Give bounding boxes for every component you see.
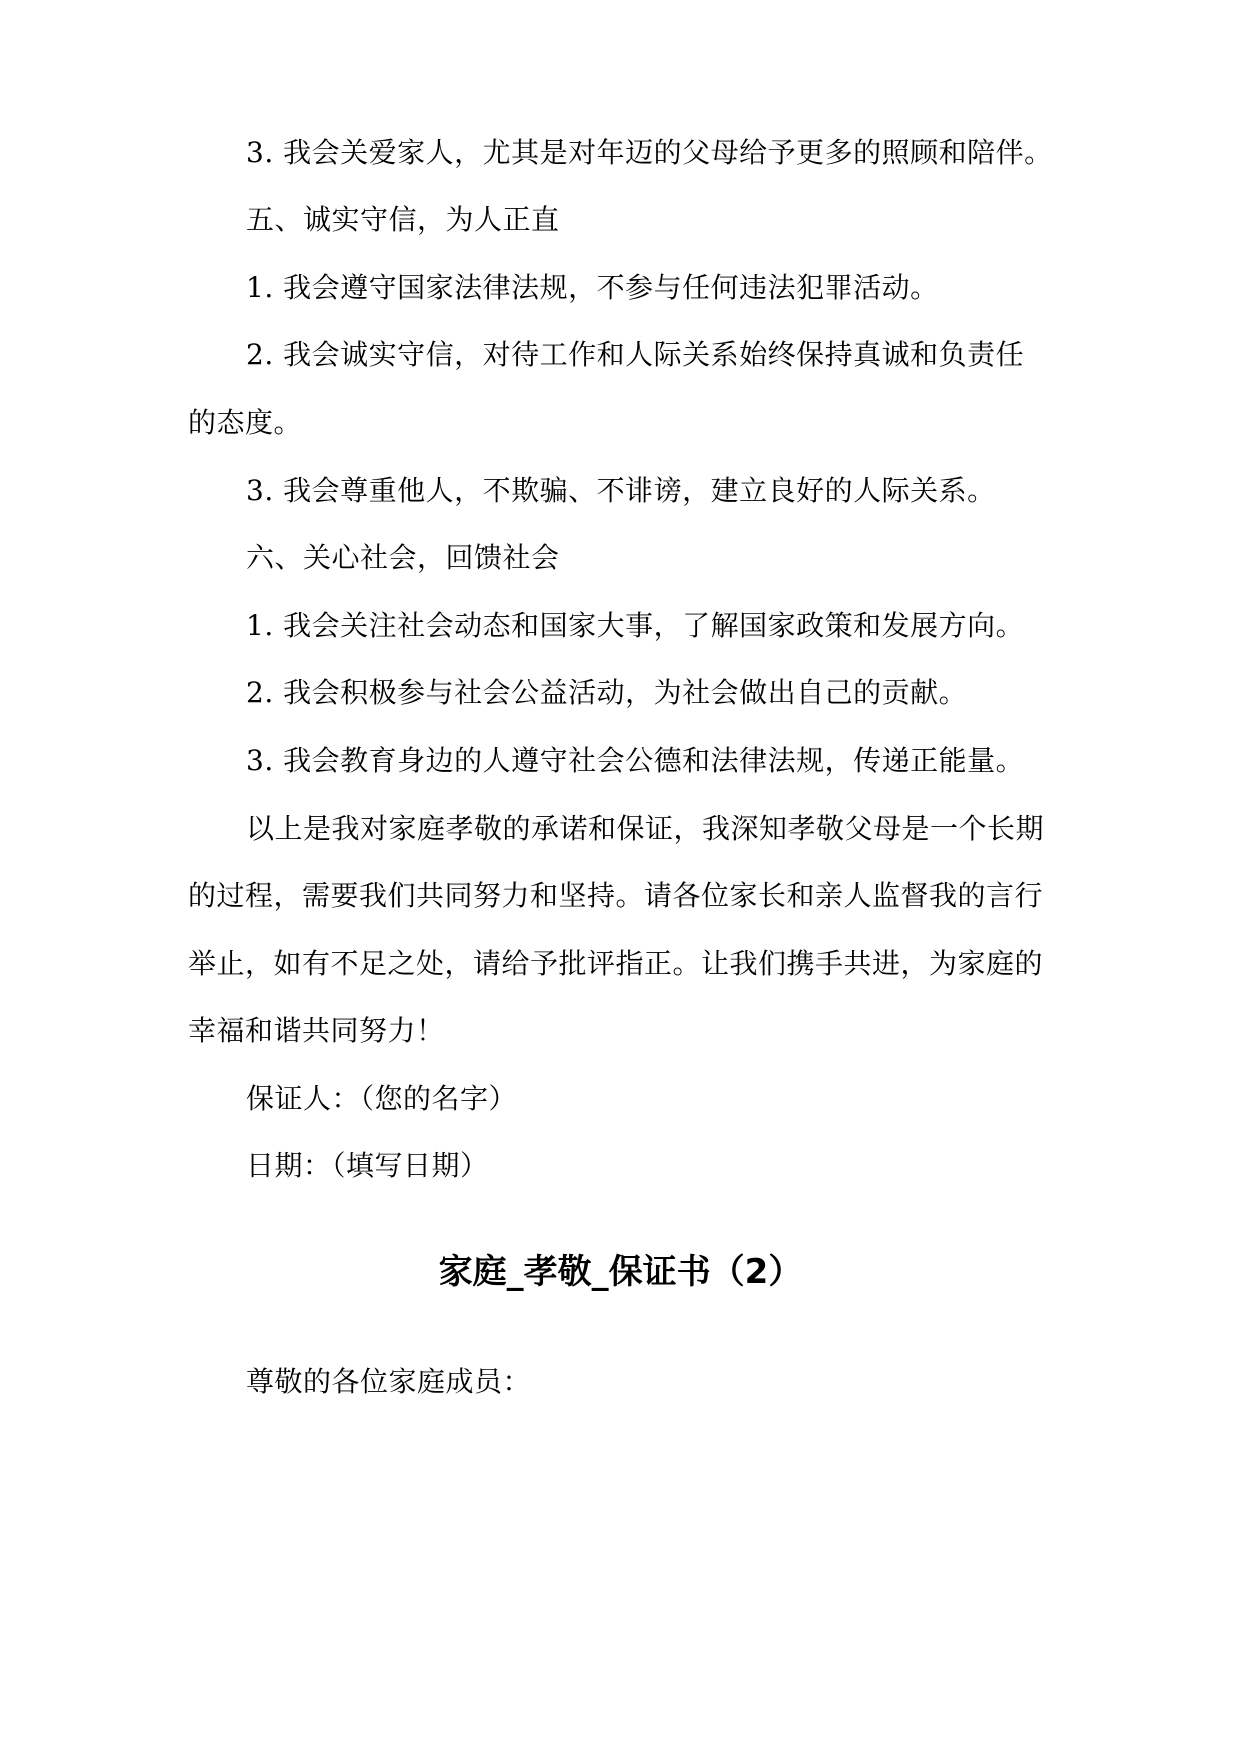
- date-line: 日期：（填写日期）: [246, 1149, 489, 1182]
- section6-item1: 1. 我会关注社会动态和国家大事，了解国家政策和发展方向。: [246, 609, 1025, 642]
- section5-item2-line2: 的态度。: [188, 406, 303, 439]
- closing-line3: 举止，如有不足之处，请给予批评指正。让我们携手共进，为家庭的: [188, 947, 1044, 980]
- doc2-salutation: 尊敬的各位家庭成员：: [246, 1365, 532, 1398]
- section6-item3: 3. 我会教育身边的人遵守社会公德和法律法规，传递正能量。: [246, 744, 1025, 777]
- section5-item3: 3. 我会尊重他人，不欺骗、不诽谤，建立良好的人际关系。: [246, 474, 996, 507]
- section6-item2: 2. 我会积极参与社会公益活动，为社会做出自己的贡献。: [246, 676, 968, 709]
- section6-heading: 六、关心社会，回馈社会: [246, 541, 560, 574]
- guarantor-line: 保证人：（您的名字）: [246, 1082, 518, 1115]
- doc2-title: 家庭_孝敬_保证书（2）: [438, 1252, 803, 1292]
- closing-line1: 以上是我对家庭孝敬的承诺和保证，我深知孝敬父母是一个长期: [246, 812, 1045, 845]
- section5-item1: 1. 我会遵守国家法律法规，不参与任何违法犯罪活动。: [246, 271, 939, 304]
- section5-item2-line1: 2. 我会诚实守信，对待工作和人际关系始终保持真诚和负责任: [246, 338, 1025, 371]
- section5-heading: 五、诚实守信，为人正直: [246, 203, 560, 236]
- section4-item3: 3. 我会关爱家人，尤其是对年迈的父母给予更多的照顾和陪伴。: [246, 136, 1053, 169]
- closing-line2: 的过程，需要我们共同努力和坚持。请各位家长和亲人监督我的言行: [188, 879, 1044, 912]
- closing-line4: 幸福和谐共同努力！: [188, 1014, 445, 1047]
